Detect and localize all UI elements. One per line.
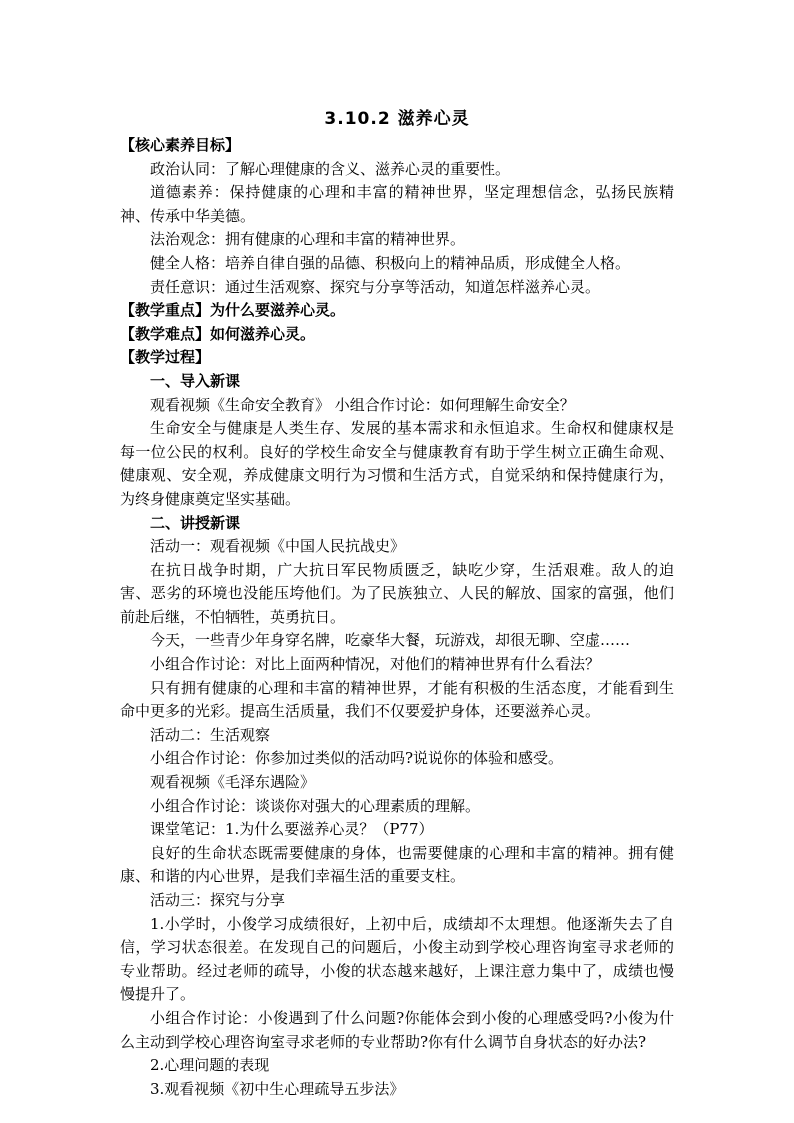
- paragraph: 良好的生命状态既需要健康的身体，也需要健康的心理和丰富的精神。拥有健康、和谐的内心世界，是我们幸福生活的重要支柱。: [120, 843, 674, 886]
- paragraph: 活动三：探究与分享: [150, 891, 286, 909]
- paragraph: 责任意识：通过生活观察、探究与分享等活动，知道怎样滋养心灵。: [150, 277, 601, 296]
- paragraph: 健全人格：培养自律自强的品德、积极向上的精神品质，形成健全人格。: [150, 253, 631, 272]
- paragraph: 生命安全与健康是人类生存、发展的基本需求和永恒追求。生命权和健康权是每一位公民的权利。良好的学校生命安全与健康教育有助于学生树立正确生命观、健康观、安全观，养成健康文明行为习惯和生活方式，自觉采纳和保持健康行为，为终身健康奠定坚实基础。: [120, 419, 674, 508]
- section-heading: 【核心素养目标】: [120, 136, 241, 154]
- paragraph: 在抗日战争时期，广大抗日军民物质匮乏，缺吃少穿，生活艰难。敌人的迫害、恶劣的环境也没能压垮他们。为了民族独立、人民的解放、国家的富强，他们前赴后继，不怕牺牲，英勇抗日。: [120, 560, 674, 626]
- paragraph: 3.观看视频《初中生心理疏导五步法》: [150, 1079, 405, 1098]
- paragraph: 观看视频《毛泽东遇险》: [150, 773, 316, 792]
- paragraph: 活动二：生活观察: [150, 725, 271, 744]
- paragraph: 道德素养：保持健康的心理和丰富的精神世界，坚定理想信念，弘扬民族精神、传承中华美德。: [120, 183, 674, 225]
- section-heading: 【教学重点】为什么要滋养心灵。: [120, 301, 346, 320]
- paragraph: 小组合作讨论：你参加过类似的活动吗?说说你的体验和感受。: [150, 749, 564, 768]
- subsection-heading: 一、导入新课: [150, 371, 241, 390]
- paragraph: 政治认同：了解心理健康的含义、滋养心灵的重要性。: [150, 159, 511, 178]
- paragraph: 观看视频《生命安全教育》 小组合作讨论：如何理解生命安全？: [150, 395, 575, 414]
- paragraph: 活动一：观看视频《中国人民抗战史》: [150, 537, 406, 556]
- paragraph: 2.心理问题的表现: [150, 1056, 270, 1075]
- paragraph: 只有拥有健康的心理和丰富的精神世界，才能有积极的生活态度，才能看到生命中更多的光彩。提高生活质量，我们不仅要爱护身体，还要滋养心灵。: [120, 678, 674, 721]
- paragraph: 小组合作讨论：对比上面两种情况，对他们的精神世界有什么看法？: [150, 655, 601, 674]
- paragraph: 1.小学时，小俊学习成绩很好，上初中后，成绩却不太理想。他逐渐失去了自信，学习状态很差。在发现自己的问题后，小俊主动到学校心理咨询室寻求老师的专业帮助。经过老师的疏导，小俊的状态越来越好，上课注意力集中了，成绩也慢慢提升了。: [120, 914, 674, 1004]
- section-heading: 【教学过程】: [120, 348, 211, 367]
- paragraph: 法治观念：拥有健康的心理和丰富的精神世界。: [150, 230, 466, 249]
- document-title: 3.10.2 滋养心灵: [324, 109, 470, 129]
- paragraph: 小组合作讨论：小俊遇到了什么问题?你能体会到小俊的心理感受吗?小俊为什么主动到学校心理咨询室寻求老师的专业帮助?你有什么调节自身状态的好办法?: [120, 1008, 674, 1051]
- paragraph: 课堂笔记：1.为什么要滋养心灵？（P77）: [150, 820, 434, 839]
- paragraph: 今天，一些青少年身穿名牌，吃豪华大餐，玩游戏，却很无聊、空虚……: [150, 631, 631, 650]
- paragraph: 小组合作讨论：谈谈你对强大的心理素质的理解。: [150, 796, 481, 815]
- section-heading: 【教学难点】如何滋养心灵。: [120, 324, 316, 343]
- subsection-heading: 二、讲授新课: [150, 513, 241, 532]
- document-body: [120, 134, 674, 1101]
